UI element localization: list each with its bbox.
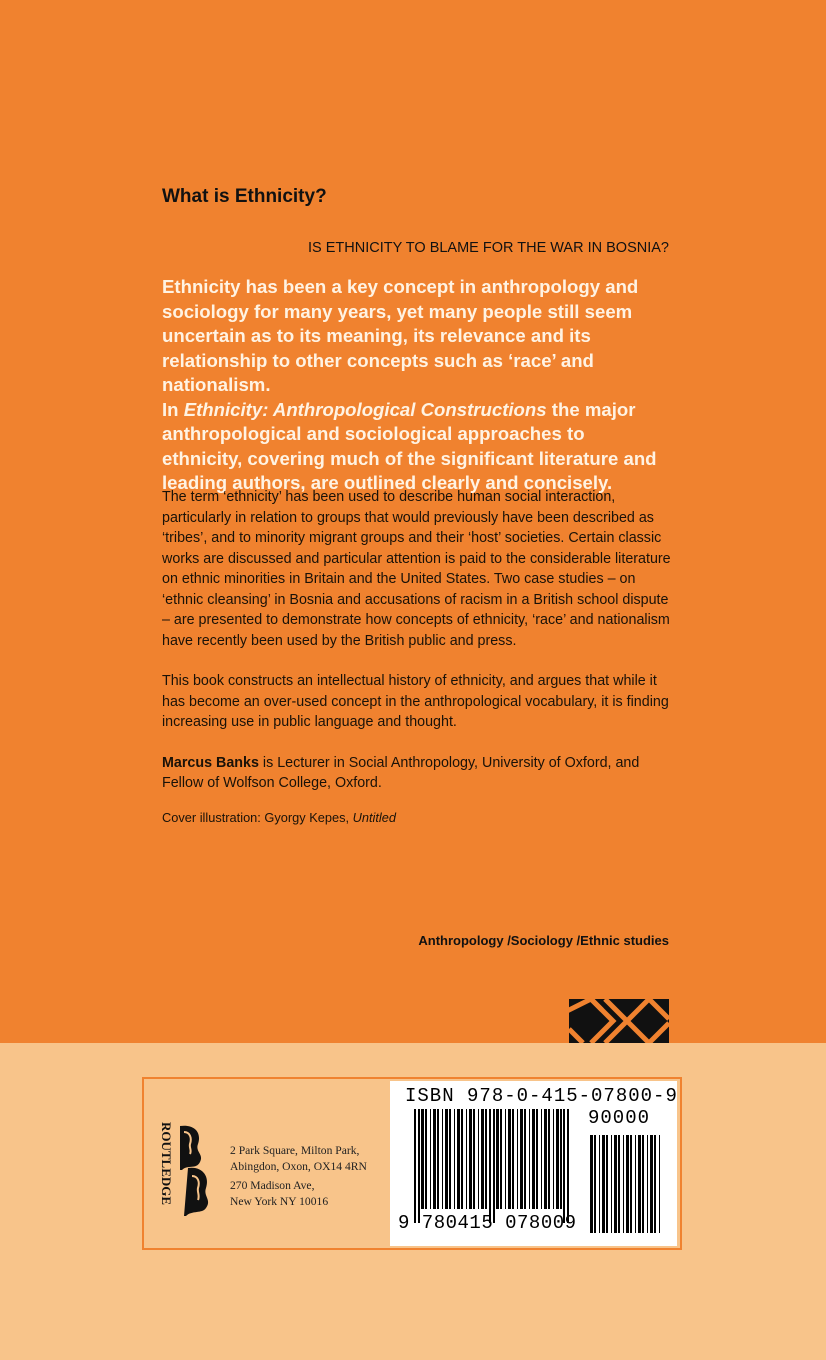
barcode-bar [473, 1109, 475, 1209]
barcode-bar [449, 1109, 451, 1209]
publisher-address [230, 1143, 390, 1209]
address-line: New York NY 10016 [230, 1194, 329, 1208]
barcode-bar [635, 1135, 636, 1233]
barcode-bar [556, 1109, 559, 1209]
barcode-bar [638, 1135, 641, 1233]
barcode-bar [500, 1109, 502, 1209]
barcode-bar [536, 1109, 538, 1209]
barcode-bar [485, 1109, 487, 1209]
barcode-bar [496, 1109, 499, 1209]
barcode-bar [478, 1109, 479, 1209]
barcode-bar [606, 1135, 608, 1233]
publisher-mark-icon [569, 999, 669, 1043]
description [162, 487, 677, 828]
barcode-box [390, 1081, 677, 1246]
barcode-bar [454, 1109, 455, 1209]
barcode-bar [614, 1135, 617, 1233]
routledge-logo-icon [150, 1118, 220, 1218]
barcode-bar [650, 1135, 653, 1233]
intro-blurb [162, 275, 662, 496]
description-paragraph-2: This book constructs an intellectual history of ethnicity, and argues that while it has become an over-used concept in the anthropological vocabulary, it is finding increasing use in public language and thought. [162, 673, 669, 730]
barcode-bar [647, 1135, 648, 1233]
author-bio [162, 753, 677, 794]
ean-number: 9 780415 078009 [398, 1212, 577, 1234]
barcode-bar [466, 1109, 467, 1209]
cover-tagline: IS ETHNICITY TO BLAME FOR THE WAR IN BOSNIA? [308, 240, 669, 256]
barcode-bar [433, 1109, 436, 1209]
barcode-bar [437, 1109, 439, 1209]
barcode-bar [481, 1109, 484, 1209]
author-name: Marcus Banks [162, 754, 259, 771]
author-bio-text: is Lecturer in Social Anthropology, University of Oxford, and Fellow of Wolfson College, Oxford. [162, 754, 640, 791]
subject-categories: Anthropology /Sociology /Ethnic studies [418, 933, 669, 948]
barcode-bar [590, 1135, 593, 1233]
barcode-bar [442, 1109, 443, 1209]
barcode-guard-bar [489, 1109, 491, 1223]
barcode-guard-bar [563, 1109, 565, 1223]
barcode-bar [611, 1135, 612, 1233]
address-line: Abingdon, Oxon, OX14 4RN [230, 1159, 367, 1173]
barcode-bar [461, 1109, 463, 1209]
barcode-bar [594, 1135, 596, 1233]
barcode-guard-bar [493, 1109, 495, 1223]
barcode-bar [505, 1109, 506, 1209]
barcode-bar [469, 1109, 472, 1209]
barcode-bar [520, 1109, 523, 1209]
barcode-bar [618, 1135, 620, 1233]
barcode-guard-bar [567, 1109, 569, 1223]
barcode-bar [599, 1135, 600, 1233]
barcode-bar [548, 1109, 550, 1209]
description-paragraph-1: The term ‘ethnicity’ has been used to describe human social interaction, particularly in relation to groups that would previously have been described as ‘tribes’, and to minority migrant groups and their ‘host’ societies. Certain classic works are discussed and particular attention is paid to the considerable literature on ethnic minorities in Britain and the United States. Two case studies – on ‘ethnic cleansing’ in Bosnia and accusations of racism in a British school dispute – are presented to demonstrate how concepts of ethnicity, ‘race’ and nationalism have recently been used by the British public and press. [162, 489, 671, 649]
isbn-label: ISBN 978-0-415-07800-9 [405, 1085, 678, 1107]
barcode-bar [654, 1135, 656, 1233]
barcode-bar [425, 1109, 427, 1209]
barcode-guard-bar [414, 1109, 416, 1223]
barcode-bar [529, 1109, 530, 1209]
intro-rest: the major anthropological and sociological approaches to ethnicity, covering much of the significant literature and leading authors, are outlined clearly and concisely. [162, 398, 657, 493]
intro-paragraph-1: Ethnicity has been a key concept in anthropology and sociology for many years, yet many people still seem uncertain as to its meaning, its relevance and its relationship to other concepts such as ‘race’ and nationalism. [162, 276, 639, 395]
barcode-bar [544, 1109, 547, 1209]
barcode-bar [553, 1109, 554, 1209]
address-line: 270 Madison Ave, [230, 1179, 315, 1192]
barcode-bar [623, 1135, 624, 1233]
barcode-bar [560, 1109, 562, 1209]
barcode-bar [626, 1135, 629, 1233]
barcode-bar [532, 1109, 535, 1209]
barcode-bar [659, 1135, 660, 1233]
barcode-bar [430, 1109, 431, 1209]
barcode-bar [508, 1109, 511, 1209]
cover-heading: What is Ethnicity? [162, 186, 327, 207]
addon-code: 90000 [588, 1107, 651, 1129]
barcode-bar [642, 1135, 644, 1233]
barcode-bar [524, 1109, 526, 1209]
barcode-bar [517, 1109, 518, 1209]
barcode-bar [421, 1109, 424, 1209]
barcode-bar [541, 1109, 542, 1209]
intro-prefix: In [162, 398, 184, 420]
book-title: Ethnicity: Anthropological Constructions [183, 398, 547, 420]
barcode-guard-bar [418, 1109, 420, 1223]
credit-title: Untitled [352, 809, 397, 825]
barcode-bar [602, 1135, 605, 1233]
address-line: 2 Park Square, Milton Park, [230, 1144, 360, 1157]
intro-paragraph-2 [162, 398, 662, 496]
routledge-logo-text: ROUTLEDGE [159, 1122, 174, 1206]
barcode-bar [512, 1109, 514, 1209]
cover-credit [162, 808, 677, 829]
barcode-bar [457, 1109, 460, 1209]
barcode-bar [630, 1135, 632, 1233]
credit-prefix: Cover illustration: Gyorgy Kepes, [162, 809, 353, 825]
barcode-bar [445, 1109, 448, 1209]
